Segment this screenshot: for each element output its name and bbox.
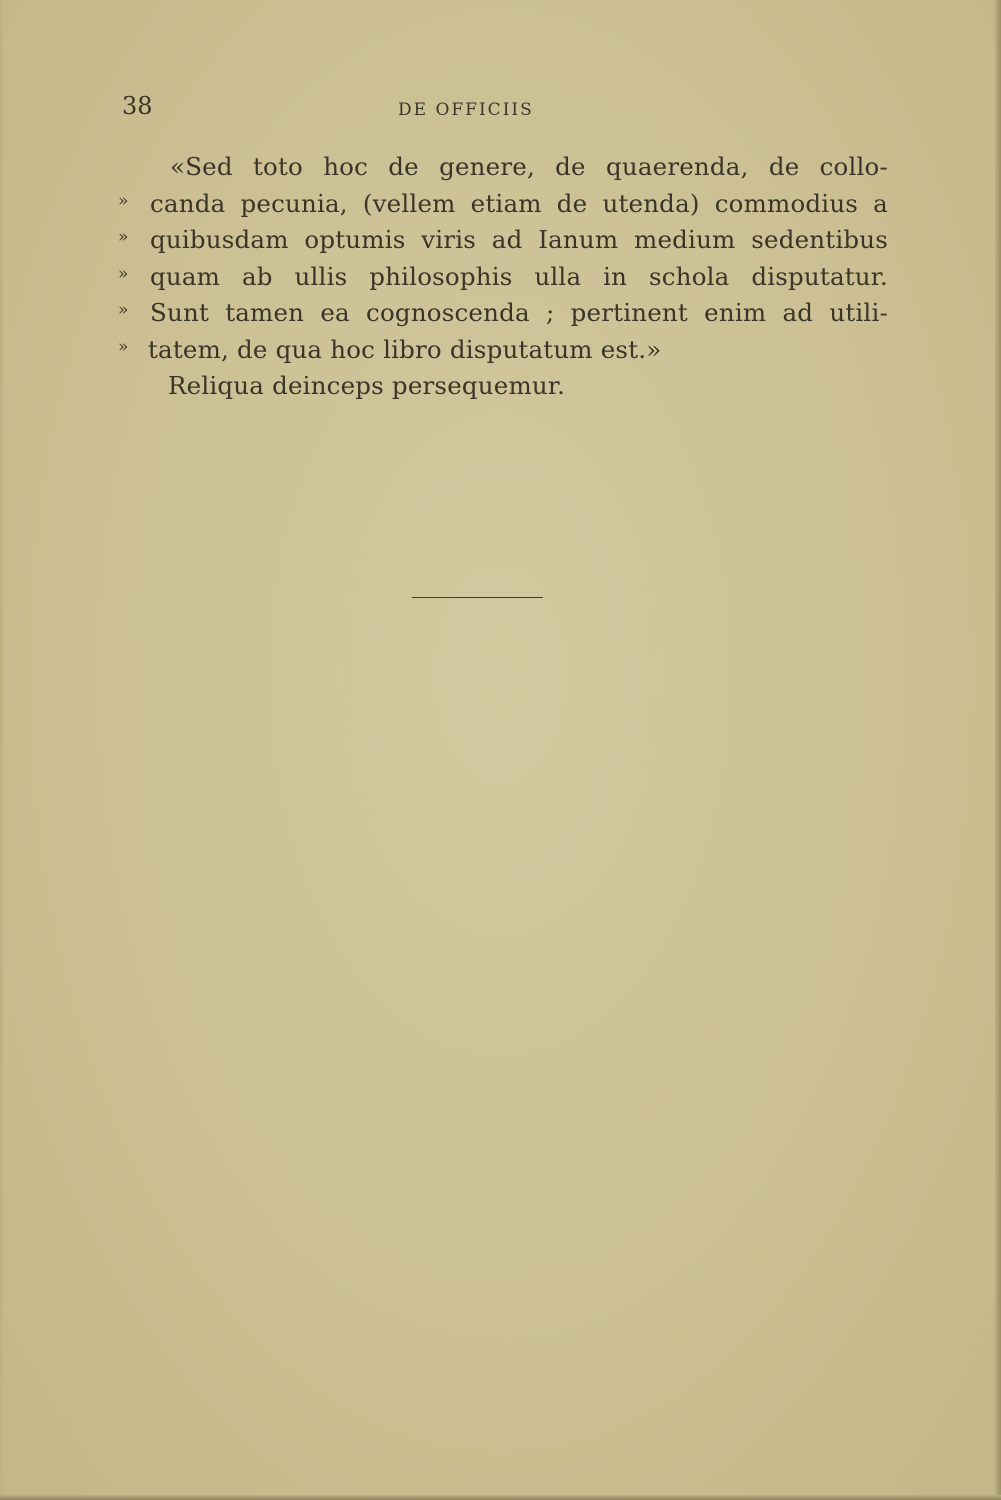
text-line-content: quibusdam optumis viris ad Ianum medium sedentibus [150, 225, 888, 254]
text-line-content: tatem, de qua hoc libro disputatum est.» [148, 334, 662, 364]
text-line-content: Sunt tamen ea cognoscenda ; pertinent enim ad utili- [150, 298, 888, 327]
page-edge-left [0, 0, 3, 1500]
continuation-quote-mark: » [118, 336, 129, 357]
continuation-quote-mark: » [118, 263, 129, 284]
section-end-rule [412, 597, 543, 598]
continuation-quote-mark: » [118, 190, 129, 211]
text-line [118, 298, 888, 335]
text-line [118, 189, 888, 226]
text-line-content: Reliqua deinceps persequemur. [168, 371, 566, 400]
text-line-content: canda pecunia, (vellem etiam de utenda) commodius a [150, 188, 888, 218]
text-line-content: «Sed toto hoc de genere, de quaerenda, de collo- [170, 152, 888, 181]
text-line [118, 371, 888, 408]
text-line-content: quam ab ullis philosophis ulla in schola disputatur. [150, 261, 888, 291]
text-line [118, 335, 888, 372]
page-edge-right [995, 0, 1001, 1500]
text-line [118, 225, 888, 262]
page-edge-bottom [0, 1495, 1001, 1500]
running-head: DE OFFICIIS [398, 100, 534, 120]
body-text [118, 152, 888, 408]
text-line [118, 152, 888, 189]
page-number: 38 [122, 92, 153, 120]
continuation-quote-mark: » [118, 300, 129, 320]
continuation-quote-mark: » [118, 227, 129, 247]
text-line [118, 262, 888, 299]
